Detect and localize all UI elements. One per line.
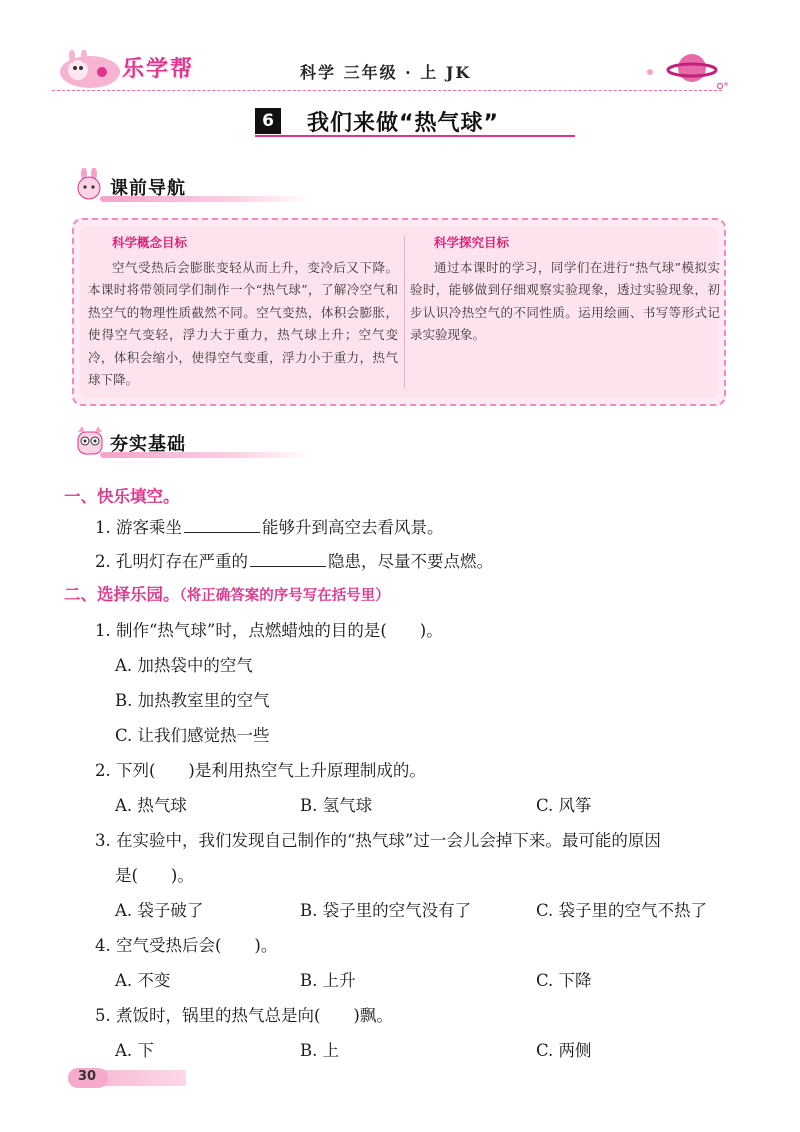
goals-box-inner <box>80 226 718 398</box>
part2-q3-line1: 3. 在实验中，我们发现自己制作的“热气球”过一会儿会掉下来。最可能的原因 <box>95 831 661 850</box>
header-divider <box>52 90 722 91</box>
part2-q3-option-b[interactable]: B. 袋子里的空气没有了 <box>300 901 472 920</box>
section-header-basics <box>70 424 240 460</box>
page-number-badge <box>68 1068 186 1088</box>
section-label: 课前导航 <box>110 178 186 199</box>
lesson-number: 6 <box>255 108 281 134</box>
rabbit-mascot-icon <box>70 168 110 204</box>
part2-q5-option-c[interactable]: C. 两侧 <box>536 1041 592 1060</box>
part1-q2 <box>95 548 493 572</box>
part2-q5-option-a[interactable]: A. 下 <box>115 1041 154 1060</box>
answer-blank[interactable] <box>250 551 326 567</box>
part1-title: 一、快乐填空。 <box>64 487 180 506</box>
part2-q1-option-a[interactable]: A. 加热袋中的空气 <box>115 656 253 675</box>
lesson-title-text: 我们来做“热气球” <box>307 111 499 136</box>
owl-mascot-icon <box>70 424 110 460</box>
bunny-logo-icon <box>58 50 122 90</box>
answer-blank[interactable] <box>184 517 260 533</box>
part2-q5-option-b[interactable]: B. 上 <box>300 1041 340 1060</box>
concept-goal-title: 科学概念目标 <box>112 235 188 250</box>
inquiry-goal <box>410 232 720 347</box>
goals-box <box>72 218 726 406</box>
goals-divider <box>404 236 405 388</box>
part1-q1 <box>95 514 444 538</box>
concept-goal-text: 空气受热后会膨胀变轻从而上升，变冷后又下降。本课时将带领同学们制作一个“热气球”，了解冷空气和热空气的物理性质截然不同。空气变热，体积会膨胀，使得空气变轻，浮力大于重力，热气球上升；空气变冷，体积会缩小，使得空气变重，浮力小于重力，热气球下降。 <box>88 259 398 387</box>
part2-title <box>64 581 390 605</box>
concept-goal <box>88 232 398 392</box>
part2-title-text: 二、选择乐园。 <box>64 585 180 604</box>
part1-q1-before: 1. 游客乘坐 <box>95 518 182 537</box>
logo <box>58 44 238 94</box>
part2-q3-option-a[interactable]: A. 袋子破了 <box>115 901 204 920</box>
part2-q2-option-b[interactable]: B. 氢气球 <box>300 796 373 815</box>
part1-q2-after: 隐患，尽量不要点燃。 <box>328 552 493 571</box>
part2-q5: 5. 煮饭时，锅里的热气总是向( )飘。 <box>95 1006 393 1025</box>
part2-q3-line2: 是( )。 <box>115 866 194 885</box>
part1-q1-after: 能够升到高空去看风景。 <box>262 518 444 537</box>
part2-q2-option-a[interactable]: A. 热气球 <box>115 796 187 815</box>
part2-q4-option-b[interactable]: B. 上升 <box>300 971 356 990</box>
part2-q4-option-a[interactable]: A. 不变 <box>115 971 171 990</box>
part2-q4: 4. 空气受热后会( )。 <box>95 936 278 955</box>
part2-q1: 1. 制作“热气球”时，点燃蜡烛的目的是( )。 <box>95 621 443 640</box>
header-subject: 科学 三年级 · 上 JK <box>300 63 472 82</box>
part2-q3-option-c[interactable]: C. 袋子里的空气不热了 <box>536 901 708 920</box>
part1-q2-before: 2. 孔明灯存在严重的 <box>95 552 248 571</box>
lesson-title <box>255 108 575 138</box>
section-label: 夯实基础 <box>110 434 186 455</box>
page-number: 30 <box>78 1069 97 1084</box>
section-header-preview <box>70 168 240 204</box>
part2-q4-option-c[interactable]: C. 下降 <box>536 971 592 990</box>
inquiry-goal-text: 通过本课时的学习，同学们在进行“热气球”模拟实验时，能够做到仔细观察实验现象，透过实验现象，初步认识冷热空气的不同性质。运用绘画、书写等形式记录实验现象。 <box>410 259 720 342</box>
inquiry-goal-title: 科学探究目标 <box>434 235 510 250</box>
logo-text: 乐学帮 <box>122 57 195 82</box>
title-underline <box>255 135 575 137</box>
part2-q1-option-b[interactable]: B. 加热教室里的空气 <box>115 691 270 710</box>
part2-q2: 2. 下列( )是利用热空气上升原理制成的。 <box>95 761 426 780</box>
part2-q1-option-c[interactable]: C. 让我们感觉热一些 <box>115 726 270 745</box>
part2-hint: （将正确答案的序号写在括号里） <box>179 587 390 604</box>
part2-q2-option-c[interactable]: C. 风筝 <box>536 796 592 815</box>
planet-icon <box>640 48 730 92</box>
